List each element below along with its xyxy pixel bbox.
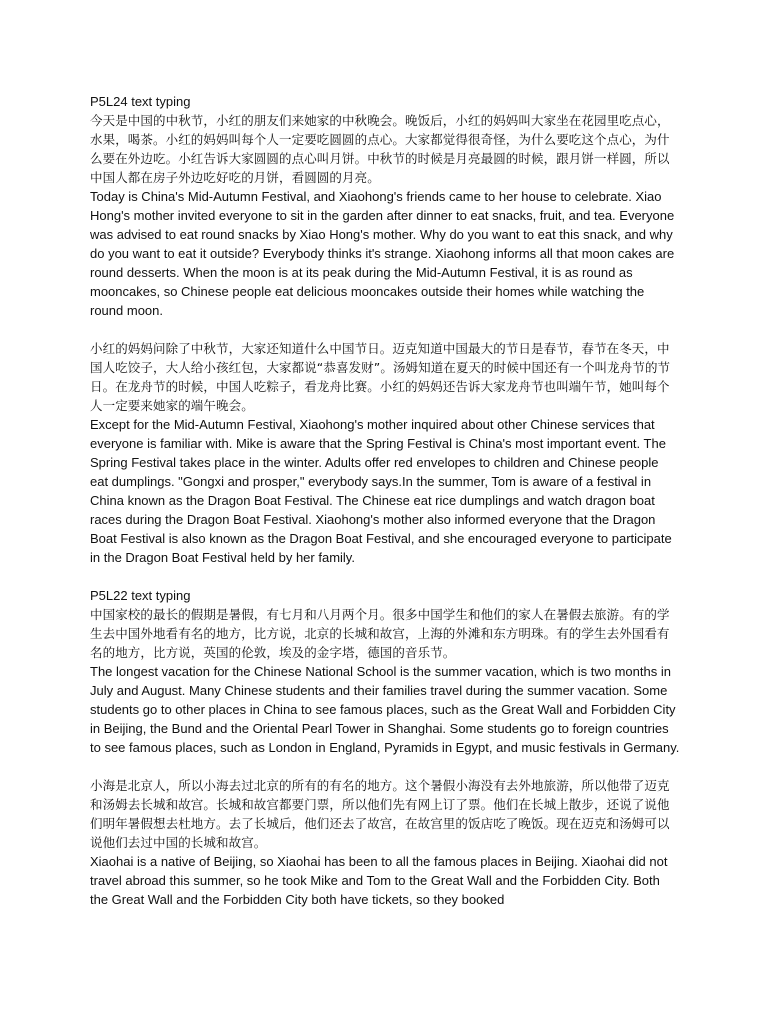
paragraph-gap [90,757,680,776]
document-body [90,92,680,909]
section-heading: P5L22 text typing [90,588,191,603]
section-p5l22 [90,586,680,909]
chinese-paragraph: 今天是中国的中秋节，小红的朋友们来她家的中秋晚会。晚饭后，小红的妈妈叫大家坐在花园里吃点心，水果，喝茶。小红的妈妈叫每个人一定要吃圆圆的点心。大家都觉得很奇怪，为什么要吃这个点心，为什么要在外边吃。小红告诉大家圆圆的点心叫月饼。中秋节的时候是月亮最圆的时候，跟月饼一样圆，所以中国人都在房子外边吃好吃的月饼，看圆圆的月亮。 [90,113,670,185]
english-paragraph: Except for the Mid-Autumn Festival, Xiaohong's mother inquired about other Chinese services that everyone is familiar with. Mike is aware that the Spring Festival is China's most important event. The Spring Festival takes place in the winter. Adults offer red envelopes to children and Chinese people eat dumplings. "Gongxi and prosper," everybody says.In the summer, Tom is aware of a festival in China known as the Dragon Boat Festival. The Chinese eat rice dumplings and watch dragon boat races during the Dragon Boat Festival. Xiaohong's mother also informed everyone that the Dragon Boat Festival is also known as the Dragon Boat Festival, and she encouraged everyone to participate in the Dragon Boat Festival held by her family. [90,417,672,565]
section-heading: P5L24 text typing [90,94,191,109]
section-gap [90,567,680,586]
paragraph-gap [90,320,680,339]
chinese-paragraph: 小海是北京人，所以小海去过北京的所有的有名的地方。这个暑假小海没有去外地旅游，所以他带了迈克和汤姆去长城和故宫。长城和故宫都要门票，所以他们先有网上订了票。他们在长城上散步，还说了说他们明年暑假想去杜地方。去了长城后，他们还去了故宫，在故宫里的饭店吃了晚饭。现在迈克和汤姆可以说他们去过中国的长城和故宫。 [90,778,670,850]
section-p5l24 [90,92,680,567]
english-paragraph: Xiaohai is a native of Beijing, so Xiaohai has been to all the famous places in Beijing. Xiaohai did not travel abroad this summer, so he took Mike and Tom to the Great Wall and the Forbidden City. Both the Great Wall and the Forbidden City both have tickets, so they booked [90,854,668,907]
english-paragraph: The longest vacation for the Chinese National School is the summer vacation, which is two months in July and August. Many Chinese students and their families travel during the summer vacation. Some students go to other places in China to see famous places, such as the Great Wall and Forbidden City in Beijing, the Bund and the Oriental Pearl Tower in Shanghai. Some students go to foreign countries to see famous places, such as London in England, Pyramids in Egypt, and music festivals in Germany. [90,664,680,755]
english-paragraph: Today is China's Mid-Autumn Festival, and Xiaohong's friends came to her house to celebrate. Xiao Hong's mother invited everyone to sit in the garden after dinner to eat snacks, fruit, and tea. Everyone was advised to eat round snacks by Xiao Hong's mother. Why do you want to eat this snack, and why do you want to eat it outside? Everybody thinks it's strange. Xiaohong informs all that moon cakes are round desserts. When the moon is at its peak during the Mid-Autumn Festival, it is as round as mooncakes, so Chinese people eat delicious mooncakes outside their homes while watching the round moon. [90,189,675,318]
chinese-paragraph: 中国家校的最长的假期是暑假，有七月和八月两个月。很多中国学生和他们的家人在暑假去旅游。有的学生去中国外地看有名的地方，比方说，北京的长城和故宫，上海的外滩和东方明珠。有的学生去外国看有名的地方，比方说，英国的伦敦，埃及的金字塔，德国的音乐节。 [90,607,670,660]
chinese-paragraph: 小红的妈妈问除了中秋节，大家还知道什么中国节日。迈克知道中国最大的节日是春节，春节在冬天，中国人吃饺子，大人给小孩红包，大家都说“恭喜发财”。汤姆知道在夏天的时候中国还有一个叫龙舟节的节日。在龙舟节的时候，中国人吃粽子，看龙舟比赛。小红的妈妈还告诉大家龙舟节也叫端午节，她叫每个人一定要来她家的端午晚会。 [90,341,671,413]
